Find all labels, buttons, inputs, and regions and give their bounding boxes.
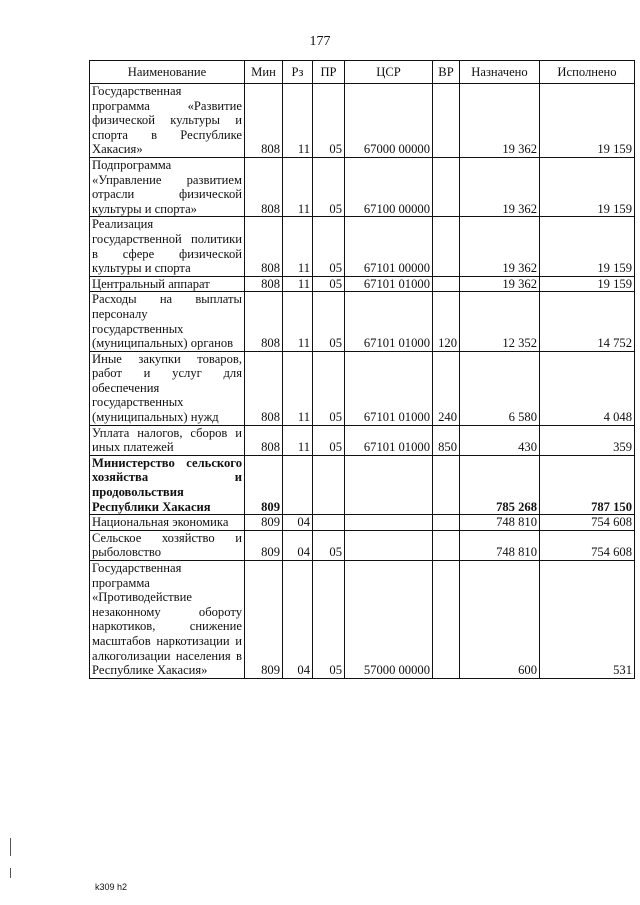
cell-executed: 19 159 [540, 84, 635, 158]
cell-executed: 14 752 [540, 292, 635, 351]
cell-name: Подпрограмма «Управление развитием отрасли физической культуры и спорта» [90, 157, 245, 216]
cell-vr [433, 157, 460, 216]
cell-csr [345, 455, 433, 514]
cell-rz: 11 [283, 157, 313, 216]
table-row [90, 530, 635, 560]
header-pr: ПР [313, 61, 345, 84]
table-row [90, 157, 635, 216]
cell-executed: 4 048 [540, 351, 635, 425]
cell-vr: 120 [433, 292, 460, 351]
cell-vr [433, 276, 460, 292]
cell-csr: 67101 01000 [345, 425, 433, 455]
cell-pr: 05 [313, 292, 345, 351]
table-row [90, 292, 635, 351]
header-vr: ВР [433, 61, 460, 84]
cell-planned: 19 362 [460, 157, 540, 216]
footer-code: k309 h2 [95, 882, 128, 892]
table-body [90, 84, 635, 679]
cell-executed: 19 159 [540, 217, 635, 276]
cell-name: Реализация государственной политики в сфере физической культуры и спорта [90, 217, 245, 276]
cell-planned: 19 362 [460, 276, 540, 292]
cell-min: 808 [245, 292, 283, 351]
table-row [90, 515, 635, 531]
cell-csr [345, 515, 433, 531]
header-min: Мин [245, 61, 283, 84]
cell-name: Иные закупки товаров, работ и услуг для обеспечения государственных (муниципальных) нужд [90, 351, 245, 425]
cell-pr: 05 [313, 561, 345, 679]
budget-table [89, 60, 635, 679]
header-csr: ЦСР [345, 61, 433, 84]
cell-csr: 67101 01000 [345, 351, 433, 425]
table-header-row [90, 61, 635, 84]
header-planned: Назначено [460, 61, 540, 84]
cell-executed: 19 159 [540, 157, 635, 216]
table-row [90, 217, 635, 276]
cell-csr: 67100 00000 [345, 157, 433, 216]
cell-executed: 787 150 [540, 455, 635, 514]
cell-vr [433, 561, 460, 679]
table-row [90, 84, 635, 158]
cell-planned: 785 268 [460, 455, 540, 514]
cell-executed: 754 608 [540, 530, 635, 560]
table-row [90, 561, 635, 679]
cell-min: 808 [245, 351, 283, 425]
cell-rz: 04 [283, 515, 313, 531]
cell-min: 808 [245, 276, 283, 292]
cell-min: 808 [245, 157, 283, 216]
page-number: 177 [309, 34, 331, 49]
cell-vr [433, 515, 460, 531]
table-row [90, 425, 635, 455]
cell-planned: 19 362 [460, 84, 540, 158]
cell-min: 808 [245, 217, 283, 276]
cell-csr: 67101 01000 [345, 276, 433, 292]
cell-rz: 04 [283, 561, 313, 679]
cell-min: 808 [245, 425, 283, 455]
cell-vr [433, 217, 460, 276]
cell-pr: 05 [313, 157, 345, 216]
cell-name: Центральный аппарат [90, 276, 245, 292]
cell-pr: 05 [313, 276, 345, 292]
cell-name: Министерство сельского хозяйства и продовольствия Республики Хакасия [90, 455, 245, 514]
cell-rz: 11 [283, 217, 313, 276]
table-row [90, 351, 635, 425]
cell-vr: 850 [433, 425, 460, 455]
cell-rz: 04 [283, 530, 313, 560]
cell-rz [283, 455, 313, 514]
cell-min: 808 [245, 84, 283, 158]
cell-rz: 11 [283, 84, 313, 158]
cell-csr: 67000 00000 [345, 84, 433, 158]
cell-pr: 05 [313, 217, 345, 276]
cell-min: 809 [245, 515, 283, 531]
cell-name: Уплата налогов, сборов и иных платежей [90, 425, 245, 455]
cell-executed: 531 [540, 561, 635, 679]
cell-pr: 05 [313, 425, 345, 455]
cell-name: Государственная программа «Противодействие незаконному обороту наркотиков, снижение масштабов наркотизации и алкоголизации населения в Республике Хакасия» [90, 561, 245, 679]
cell-min: 809 [245, 561, 283, 679]
table-row [90, 276, 635, 292]
cell-rz: 11 [283, 351, 313, 425]
cell-csr: 57000 00000 [345, 561, 433, 679]
cell-planned: 12 352 [460, 292, 540, 351]
cell-vr [433, 84, 460, 158]
cell-csr: 67101 01000 [345, 292, 433, 351]
cell-csr: 67101 00000 [345, 217, 433, 276]
cell-planned: 6 580 [460, 351, 540, 425]
cell-name: Расходы на выплаты персоналу государственных (муниципальных) органов [90, 292, 245, 351]
cell-min: 809 [245, 455, 283, 514]
header-executed: Исполнено [540, 61, 635, 84]
cell-vr: 240 [433, 351, 460, 425]
cell-pr: 05 [313, 84, 345, 158]
cell-executed: 19 159 [540, 276, 635, 292]
cell-planned: 430 [460, 425, 540, 455]
table-row [90, 455, 635, 514]
cell-executed: 359 [540, 425, 635, 455]
cell-name: Государственная программа «Развитие физической культуры и спорта в Республике Хакасия» [90, 84, 245, 158]
cell-rz: 11 [283, 276, 313, 292]
cell-executed: 754 608 [540, 515, 635, 531]
cell-pr [313, 455, 345, 514]
header-name: Наименование [90, 61, 245, 84]
cell-pr: 05 [313, 351, 345, 425]
cell-min: 809 [245, 530, 283, 560]
cell-pr: 05 [313, 530, 345, 560]
cell-planned: 748 810 [460, 515, 540, 531]
margin-mark [10, 868, 11, 878]
cell-csr [345, 530, 433, 560]
cell-rz: 11 [283, 292, 313, 351]
cell-planned: 19 362 [460, 217, 540, 276]
cell-name: Национальная экономика [90, 515, 245, 531]
cell-vr [433, 530, 460, 560]
cell-pr [313, 515, 345, 531]
cell-name: Сельское хозяйство и рыболовство [90, 530, 245, 560]
cell-rz: 11 [283, 425, 313, 455]
cell-planned: 600 [460, 561, 540, 679]
header-rz: Рз [283, 61, 313, 84]
cell-planned: 748 810 [460, 530, 540, 560]
cell-vr [433, 455, 460, 514]
margin-mark [10, 838, 11, 856]
